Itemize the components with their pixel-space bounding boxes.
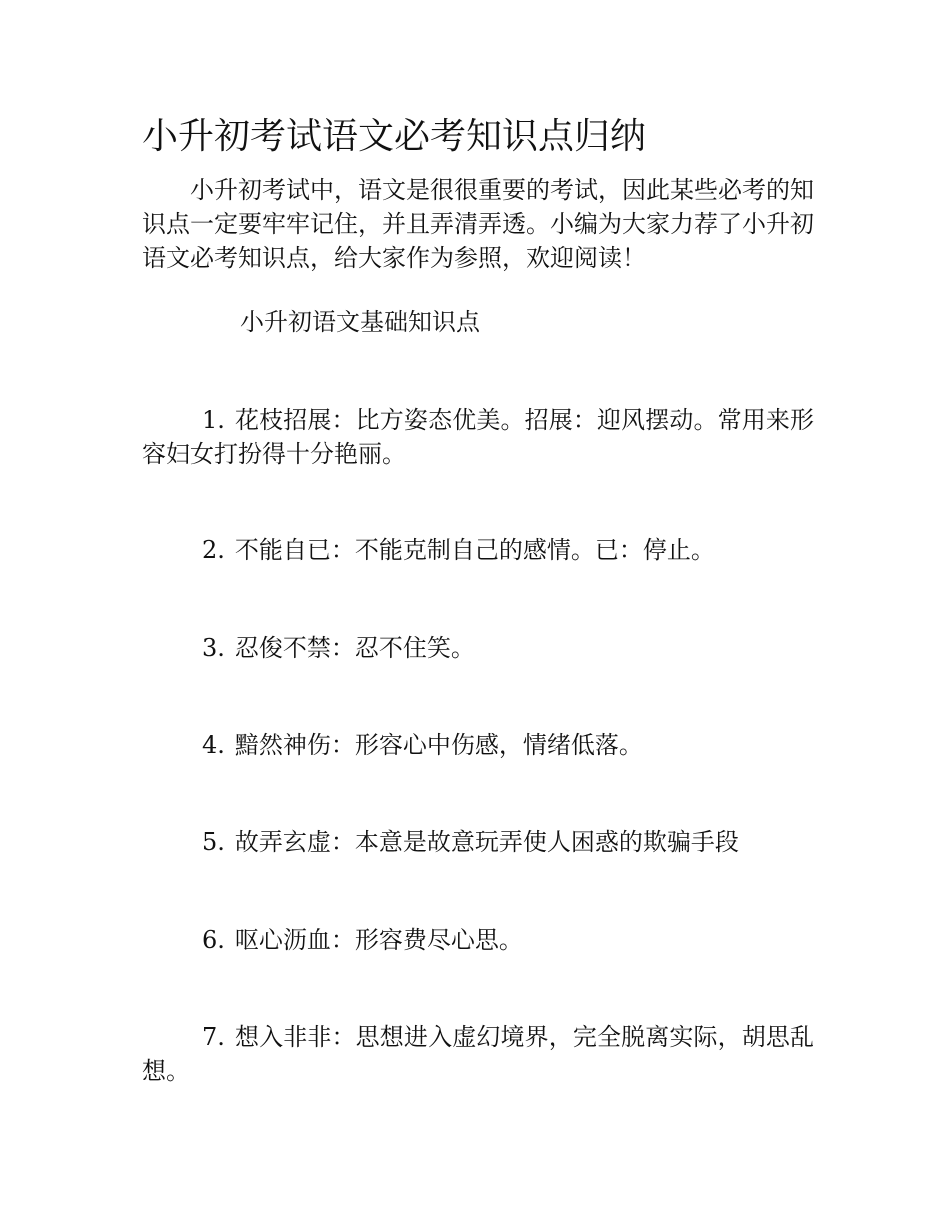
list-item — [142, 403, 814, 471]
list-item — [142, 923, 814, 957]
item-text: 呕心沥血：形容费尽心思。 — [234, 926, 523, 954]
item-number: 4. — [202, 731, 225, 759]
item-number: 2. — [202, 536, 225, 564]
item-number: 5. — [202, 828, 225, 856]
item-number: 3. — [202, 634, 225, 662]
item-text: 不能自已：不能克制自己的感情。已：停止。 — [234, 536, 715, 564]
item-text: 黯然神伤：形容心中伤感，情绪低落。 — [234, 731, 643, 759]
list-item — [142, 533, 814, 567]
list-item — [142, 631, 814, 665]
section-heading: 小升初语文基础知识点 — [240, 308, 480, 336]
item-text: 故弄玄虚：本意是故意玩弄使人困惑的欺骗手段 — [234, 828, 739, 856]
item-number: 6. — [202, 926, 225, 954]
item-text: 忍俊不禁：忍不住笑。 — [234, 634, 475, 662]
list-item — [142, 825, 814, 859]
item-text: 花枝招展：比方姿态优美。招展：迎风摆动。常用来形容妇女打扮得十分艳丽。 — [142, 406, 814, 468]
intro-paragraph: 小升初考试中，语文是很很重要的考试，因此某些必考的知识点一定要牢牢记住，并且弄清弄透。小编为大家力荐了小升初语文必考知识点，给大家作为参照，欢迎阅读！ — [142, 176, 814, 272]
list-item — [142, 728, 814, 762]
list-item — [142, 1020, 814, 1088]
item-number: 7. — [202, 1023, 225, 1051]
item-text: 想入非非：思想进入虚幻境界，完全脱离实际，胡思乱想。 — [142, 1023, 814, 1085]
item-number: 1. — [202, 406, 225, 434]
page-title: 小升初考试语文必考知识点归纳 — [142, 116, 647, 157]
